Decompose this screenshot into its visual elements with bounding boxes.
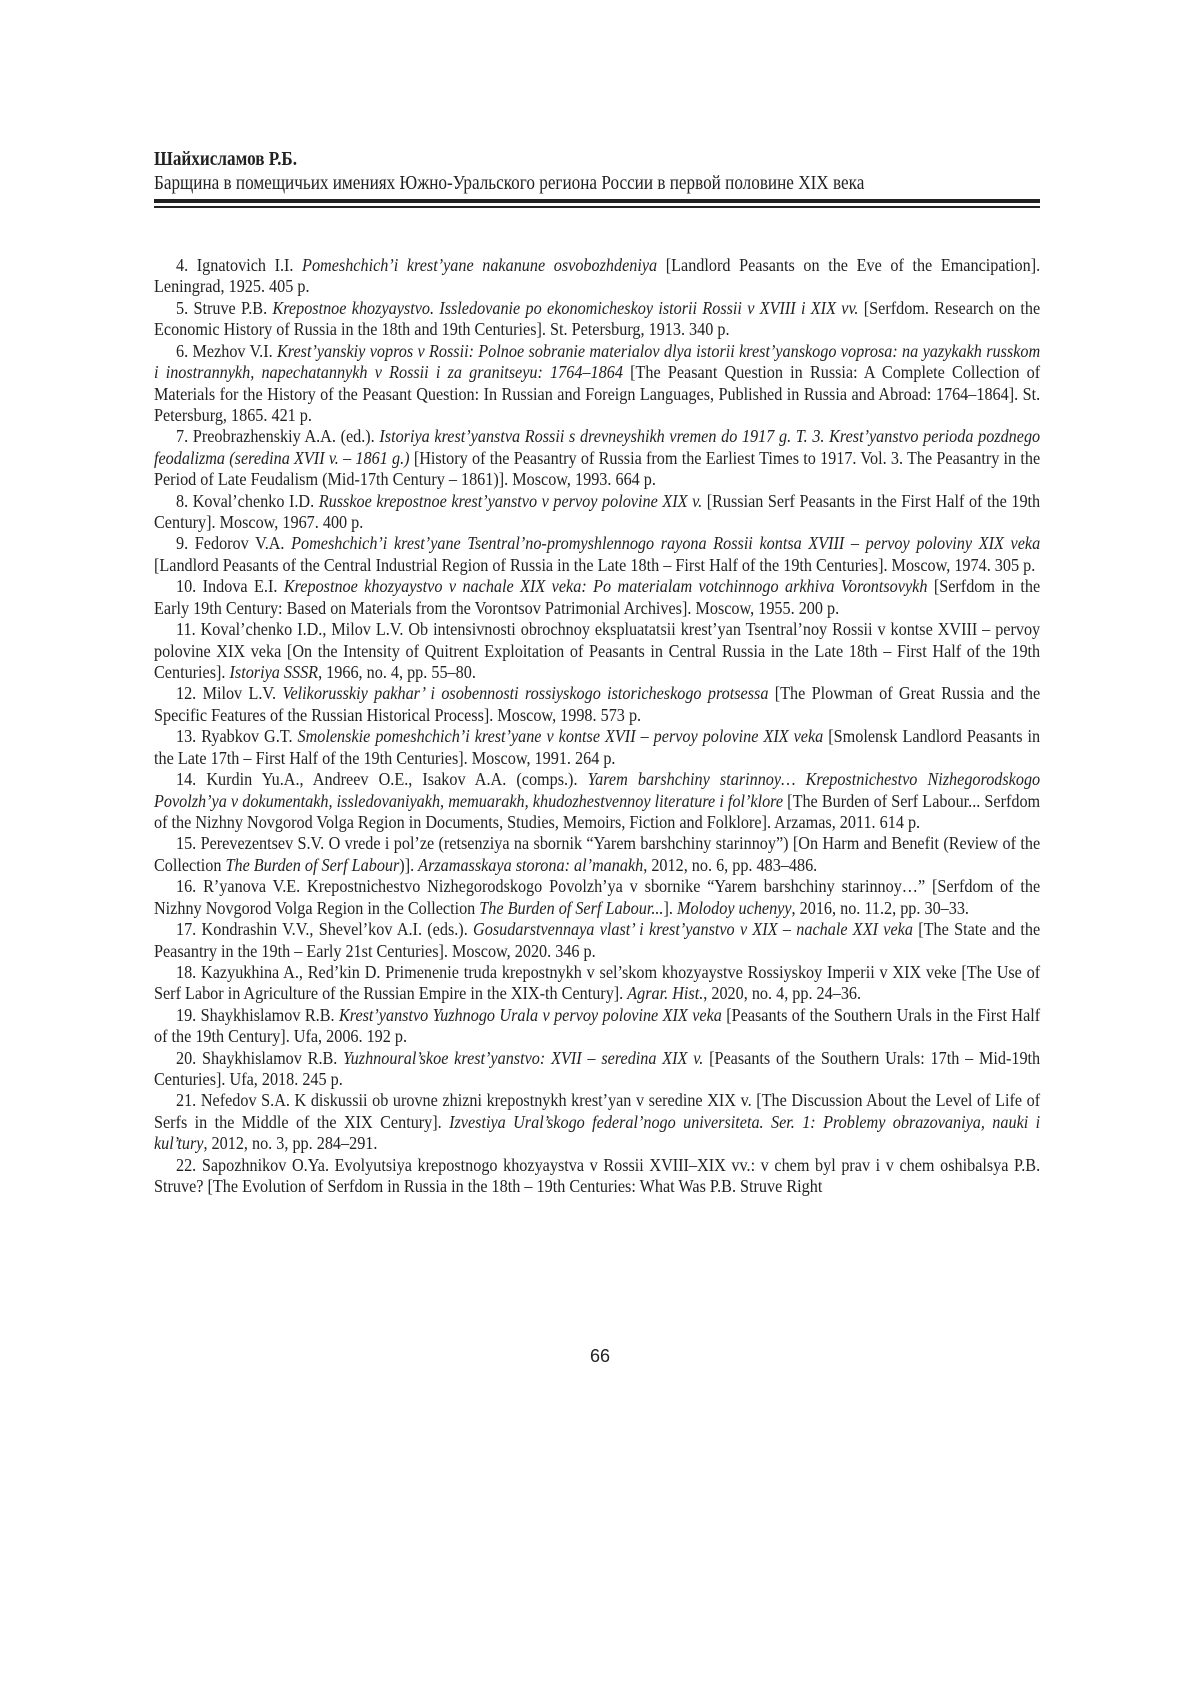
reference-number: 4. <box>176 255 189 275</box>
reference-text: Mezhov V.I. <box>192 340 277 361</box>
reference-text: Ryabkov G.T. <box>201 726 298 747</box>
reference-text: [Landlord Peasants of the Central Industrial Region of Russia in the Late 18th – First Half of the 19th Centuries]. Moscow, 1974. 305 p. <box>154 554 1036 575</box>
reference-text: R’yanova V.E. Krepostnichestvo Nizhegorodskogo Povolzh’ya v sbornike “Yarem barshchiny starinnoy…” [Serfdom of the Nizhny Novgorod Volga Region in the Collection <box>154 876 1041 918</box>
reference-text: Perevezentsev S.V. O vrede i pol’ze (retsenziya na sbornik “Yarem barshchiny starinnoy”) [On Harm and Benefit (Review of the Collection <box>154 833 1041 875</box>
reference-number: 7. <box>176 426 189 447</box>
reference-text: [The Burden of Serf Labour... Serfdom of the Nizhny Novgorod Volga Region in Documents, Studies, Memoirs, Fiction and Folklore]. Arzamas, 2011. 614 p. <box>154 790 1041 832</box>
reference-item <box>154 1090 1040 1154</box>
reference-number: 22. <box>176 1154 197 1175</box>
reference-text: Preobrazhenskiy A.A. (ed.). <box>192 426 380 447</box>
reference-text: Kondrashin V.V., Shevel’kov A.I. (eds.). <box>201 919 474 940</box>
running-header <box>154 148 1040 196</box>
reference-title-italic: The Burden of Serf Labour... <box>479 897 664 918</box>
reference-number: 5. <box>176 297 189 318</box>
reference-number: 21. <box>176 1090 197 1111</box>
reference-item <box>154 426 1040 490</box>
reference-number: 11. <box>176 619 196 640</box>
page-number: 66 <box>589 1346 611 1366</box>
reference-title-italic: Pomeshchich’i krest’yane Tsentral’no-promyshlennogo rayona Rossii kontsa XVIII – pervoy poloviny XIX veka <box>291 533 1041 554</box>
reference-item <box>154 833 1040 876</box>
reference-item <box>154 726 1040 769</box>
reference-text: [Russian Serf Peasants in the First Half of the 19th Century]. Moscow, 1967. 400 p. <box>154 490 1041 533</box>
reference-number: 9. <box>176 533 189 554</box>
reference-item <box>154 769 1040 833</box>
reference-text: Indova E.I. <box>202 576 284 597</box>
reference-text: Fedorov V.A. <box>194 533 292 554</box>
reference-number: 6. <box>176 340 189 361</box>
reference-item <box>154 1005 1040 1048</box>
reference-number: 12. <box>176 683 197 704</box>
reference-item <box>154 576 1040 619</box>
reference-title-italic: Velikorusskiy pakhar’ i osobennosti rossiyskogo istoricheskogo protsessa <box>282 683 769 704</box>
reference-title-italic: Molodoy uchenyy <box>676 897 792 918</box>
reference-item <box>154 1155 1040 1198</box>
reference-text: [History of the Peasantry of Russia from the Earliest Times to 1917. Vol. 3. The Peasantry in the Period of Late Feudalism (Mid-17th Century – 1861)]. Moscow, 1993. 664 p. <box>154 447 1041 490</box>
reference-text: Kazyukhina A., Red’kin D. Primenenie truda krepostnykh v sel’skom khozyaystve Rossiyskoy Imperii v XIX veke [The Use of Serf Labor in Agriculture of the Russian Empire in the XIX-th Century]. <box>154 961 1041 1004</box>
reference-title-italic: Yuzhnoural’skoe krest’yanstvo: XVII – seredina XIX v. <box>343 1047 704 1068</box>
reference-text: , 2016, no. 11.2, pp. 30–33. <box>791 897 969 918</box>
reference-title-italic: Istoriya SSSR <box>229 662 319 683</box>
reference-text: [Serfdom in the Early 19th Century: Based on Materials from the Vorontsov Patrimonial Archives]. Moscow, 1955. 200 p. <box>154 576 1041 618</box>
reference-text: [Serfdom. Research on the Economic History of Russia in the 18th and 19th Centuries]. St. Petersburg, 1913. 340 p. <box>154 297 1041 340</box>
reference-item <box>154 491 1040 534</box>
reference-item <box>154 876 1040 919</box>
reference-title-italic: Yarem barshchiny starinnoy… Krepostnichestvo Nizhegorodskogo Povolzh’ya v dokumentakh, issledovaniyakh, memuarakh, khudozhestvennoy literature i fol’klore <box>154 769 1041 811</box>
reference-title-italic: Pomeshchich’i krest’yane nakanune osvobozhdeniya <box>302 255 658 275</box>
reference-number: 13. <box>176 726 197 747</box>
reference-text: [Peasants of the Southern Urals in the First Half of the 19th Century]. Ufa, 2006. 192 p. <box>154 1004 1041 1047</box>
reference-title-italic: Arzamasskaya storona: al’manakh <box>418 854 644 875</box>
reference-text: Struve P.B. <box>193 297 273 318</box>
reference-title-italic: Istoriya krest’yanstva Rossii s drevneyshikh vremen do 1917 g. T. 3. Krest’yanstvo perioda pozdnego feodalizma (seredina XVII v. – 1861 g.) <box>154 426 1041 468</box>
reference-text: Shaykhislamov R.B. <box>202 1047 344 1068</box>
reference-number: 14. <box>176 769 197 790</box>
reference-text: Koval’chenko I.D., Milov L.V. Ob intensivnosti obrochnoy ekspluatatsii krest’yan Tsentral’noy Rossii v kontse XVIII – pervoy polovine XIX veka [On the Intensity of Quitrent Exploitation of Peasants in Central Russia in the Late 18th – First Half of the 19th Centuries]. <box>154 619 1041 683</box>
reference-text: [Peasants of the Southern Urals: 17th – Mid-19th Centuries]. Ufa, 2018. 245 p. <box>154 1047 1041 1090</box>
reference-item <box>154 683 1040 726</box>
reference-number: 8. <box>176 490 189 511</box>
reference-number: 10. <box>176 576 197 597</box>
reference-number: 18. <box>176 961 197 982</box>
reference-text: , 2020, no. 4, pp. 24–36. <box>703 983 862 1004</box>
reference-item <box>154 619 1040 683</box>
reference-title-italic: Izvestiya Ural’skogo federal’nogo universiteta. Ser. 1: Problemy obrazovaniya, nauki i kul’tury <box>154 1111 1041 1154</box>
reference-item <box>154 255 1040 298</box>
reference-text: Kurdin Yu.A., Andreev O.E., Isakov A.A. (comps.). <box>206 769 588 790</box>
header-rule-thick <box>154 199 1040 203</box>
reference-number: 15. <box>176 833 197 854</box>
reference-text: Sapozhnikov O.Ya. Evolyutsiya krepostnogo khozyaystva v Rossii XVIII–XIX vv.: v chem byl prav i v chem oshibalsya P.B. Struve? [The Evolution of Serfdom in Russia in the 18th – 19th Centuries: What Was P.B. Struve Right <box>154 1154 1041 1197</box>
reference-text: )]. <box>399 854 419 875</box>
reference-text: [The State and the Peasantry in the 19th – Early 21st Centuries]. Moscow, 2020. 346 p. <box>154 919 1041 961</box>
reference-item <box>154 1048 1040 1091</box>
reference-number: 20. <box>176 1047 197 1068</box>
header-rule-thin <box>154 206 1040 208</box>
reference-item <box>154 341 1040 427</box>
reference-text: Nefedov S.A. K diskussii ob urovne zhizni krepostnykh krest’yan v seredine XIX v. [The Discussion About the Level of Life of Serfs in the Middle of the XIX Century]. <box>154 1090 1041 1132</box>
reference-text: , 2012, no. 6, pp. 483–486. <box>643 854 818 875</box>
reference-text: [Smolensk Landlord Peasants in the Late 17th – First Half of the 19th Centuries]. Moscow, 1991. 264 p. <box>154 726 1041 768</box>
reference-number: 19. <box>176 1004 197 1025</box>
reference-text: [The Plowman of Great Russia and the Specific Features of the Russian Historical Process]. Moscow, 1998. 573 p. <box>154 683 1041 725</box>
header-title: Барщина в помещичьих имениях Южно-Уральского региона России в первой половине XIX века <box>154 173 865 194</box>
reference-text: Milov L.V. <box>202 683 283 704</box>
reference-title-italic: Krest’yanstvo Yuzhnogo Urala v pervoy polovine XIX veka <box>338 1004 722 1025</box>
reference-item <box>154 919 1040 962</box>
reference-title-italic: Gosudarstvennaya vlast’ i krest’yanstvo v XIX – nachale XXI veka <box>473 919 913 940</box>
reference-list <box>154 255 1040 1198</box>
reference-text: Koval’chenko I.D. <box>192 490 319 511</box>
reference-title-italic: Smolenskie pomeshchich’i krest’yane v kontse XVII – pervoy polovine XIX veka <box>297 726 824 747</box>
reference-text: Ignatovich I.I. <box>196 255 303 275</box>
reference-number: 17. <box>176 919 197 940</box>
reference-text: [Landlord Peasants on the Eve of the Emancipation]. Leningrad, 1925. 405 p. <box>154 255 1041 297</box>
header-author: Шайхисламов Р.Б. <box>154 149 298 170</box>
reference-title-italic: Agrar. Hist. <box>627 983 704 1004</box>
reference-number: 16. <box>176 876 197 897</box>
reference-text: , 1966, no. 4, pp. 55–80. <box>318 662 476 683</box>
reference-item <box>154 962 1040 1005</box>
reference-title-italic: Krest’yanskiy vopros v Rossii: Polnoe sobranie materialov dlya istorii krest’yanskogo voprosa: na yazykakh russkom i inostrannykh, napechatannykh v Rossii i za granitseyu: 1764–1864 <box>154 340 1041 383</box>
reference-item <box>154 298 1040 341</box>
reference-title-italic: Russkoe krepostnoe krest’yanstvo v pervoy polovine XIX v. <box>318 490 703 511</box>
reference-text: [The Peasant Question in Russia: A Complete Collection of Materials for the History of the Peasant Question: In Russian and Foreign Languages, Published in Russia and Abroad: 1764–1864]. St. Petersburg, 1865. 421 p. <box>154 362 1041 425</box>
reference-text: Shaykhislamov R.B. <box>200 1004 339 1025</box>
reference-title-italic: Krepostnoe khozyaystvo. Issledovanie po ekonomicheskoy istorii Rossii v XVIII i XIX vv. <box>272 297 859 318</box>
reference-item <box>154 533 1040 576</box>
reference-text: ]. <box>663 897 677 918</box>
reference-title-italic: The Burden of Serf Labour <box>225 854 400 875</box>
reference-text: , 2012, no. 3, pp. 284–291. <box>203 1133 378 1154</box>
reference-title-italic: Krepostnoe khozyaystvo v nachale XIX veka: Po materialam votchinnogo arkhiva Vorontsovykh <box>283 576 928 597</box>
